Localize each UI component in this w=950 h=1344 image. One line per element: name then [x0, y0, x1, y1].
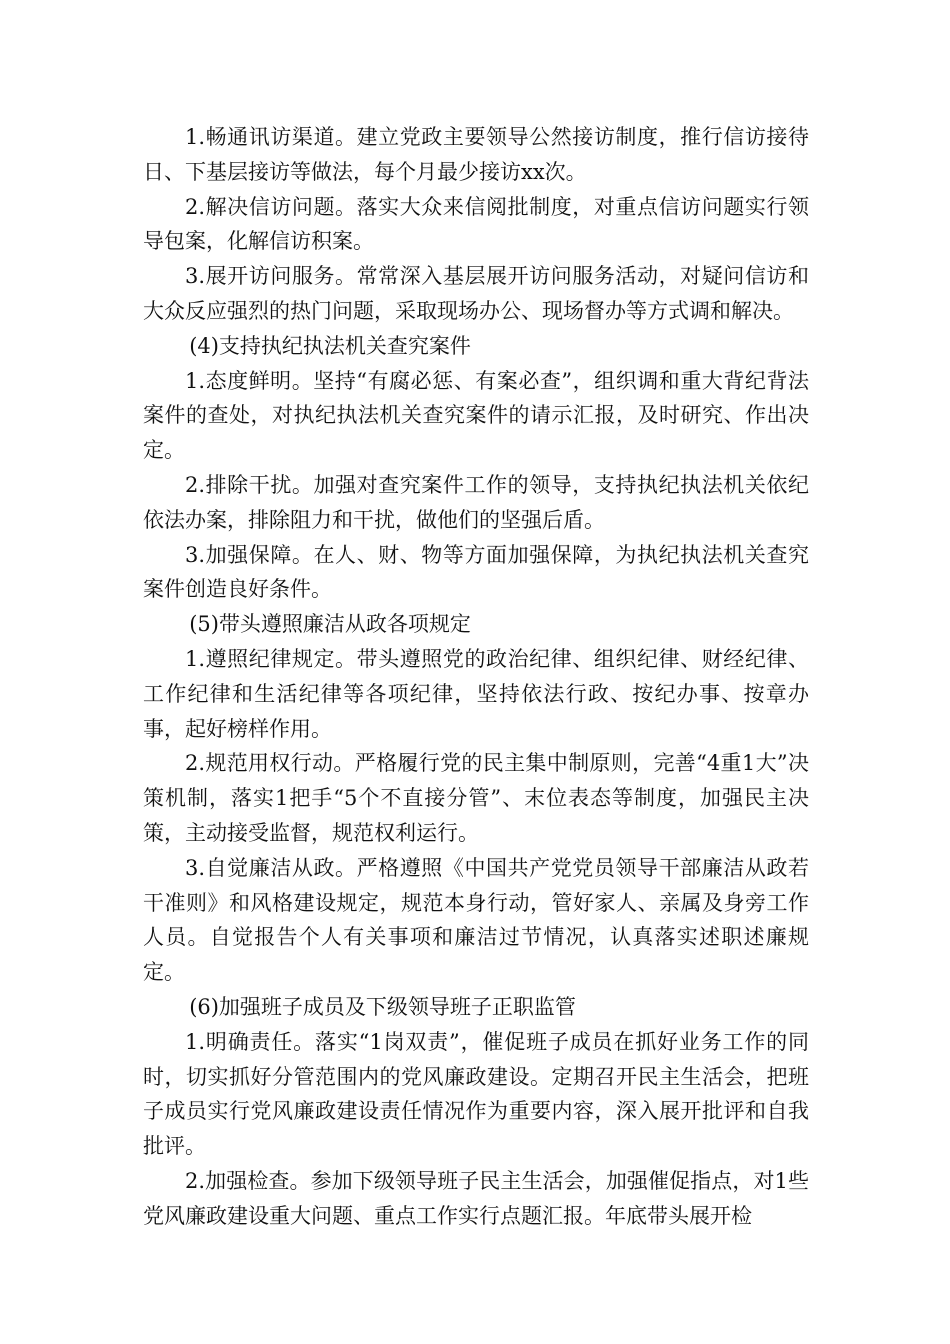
paragraph-6: 3.加强保障。在人、财、物等方面加强保障，为执纪执法机关查究案件创造良好条件。: [143, 542, 809, 602]
paragraph-4: 1.态度鲜明。坚持“有腐必惩、有案必查”，组织调和重大背纪背法案件的查处，对执纪执法机关查究案件的请示汇报，及时研究、作出决定。: [143, 368, 809, 463]
paragraph-9: 3.自觉廉洁从政。严格遵照《中国共产党党员领导干部廉洁从政若干准则》和风格建设规定，规范本身行动，管好家人、亲属及身旁工作人员。自觉报告个人有关事项和廉洁过节情况，认真落实述职述廉规定。: [143, 855, 809, 985]
paragraph-10: 1.明确责任。落实“1岗双责”，催促班子成员在抓好业务工作的同时，切实抓好分管范围内的党风廉政建设。定期召开民主生活会，把班子成员实行党风廉政建设责任情况作为重要内容，深入展开批评和自我批评。: [143, 1029, 809, 1159]
section-heading-6: (6)加强班子成员及下级领导班子正职监管: [189, 994, 576, 1019]
paragraph-2: 2.解决信访问题。落实大众来信阅批制度，对重点信访问题实行领导包案，化解信访积案。: [143, 194, 809, 254]
section-heading-5: (5)带头遵照廉洁从政各项规定: [189, 612, 471, 637]
paragraph-1: 1.畅通讯访渠道。建立党政主要领导公然接访制度，推行信访接待日、下基层接访等做法，每个月最少接访xx次。: [143, 125, 809, 184]
paragraph-3: 3.展开访问服务。常常深入基层展开访问服务活动，对疑问信访和大众反应强烈的热门问题，采取现场办公、现场督办等方式调和解决。: [143, 264, 809, 323]
paragraph-5: 2.排除干扰。加强对查究案件工作的领导，支持执纪执法机关依纪依法办案，排除阻力和干扰，做他们的坚强后盾。: [143, 472, 809, 532]
paragraph-8: 2.规范用权行动。严格履行党的民主集中制原则，完善“4重1大”决策机制，落实1把手“5个不直接分管”、末位表态等制度，加强民主决策，主动接受监督，规范权利运行。: [143, 751, 809, 845]
paragraph-11: 2.加强检查。参加下级领导班子民主生活会，加强催促指点，对1些党风廉政建设重大问题、重点工作实行点题汇报。年底带头展开检: [143, 1168, 809, 1228]
paragraph-7: 1.遵照纪律规定。带头遵照党的政治纪律、组织纪律、财经纪律、工作纪律和生活纪律等各项纪律，坚持依法行政、按纪办事、按章办事，起好榜样作用。: [143, 646, 809, 741]
document-body: [143, 120, 809, 1234]
section-heading-4: (4)支持执纪执法机关查究案件: [189, 333, 471, 358]
